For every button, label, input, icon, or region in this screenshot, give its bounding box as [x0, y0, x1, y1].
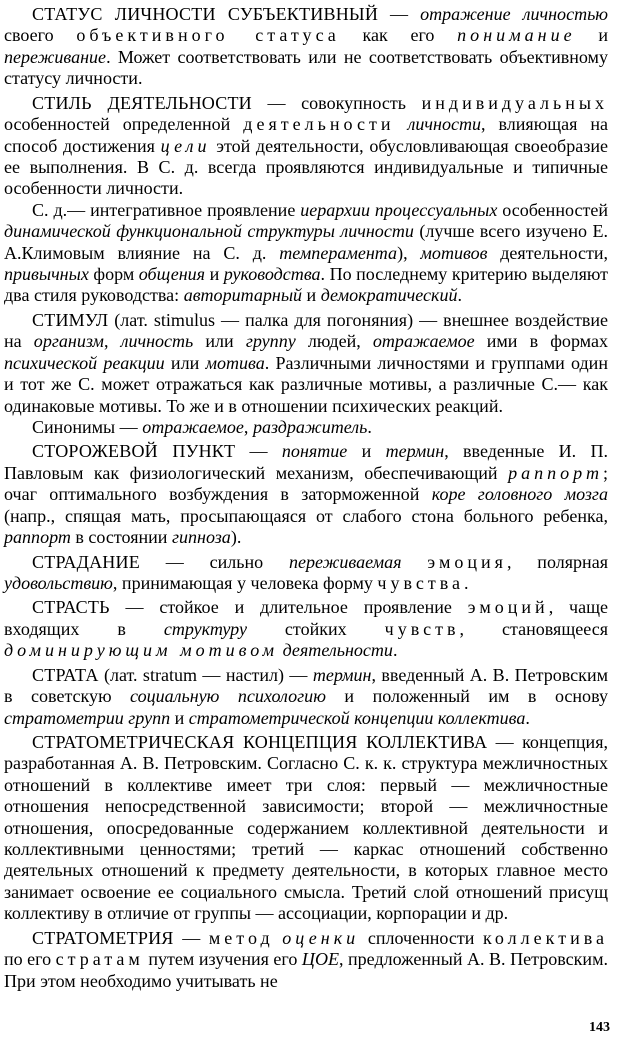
dictionary-entry: [4, 665, 608, 729]
text-run: . Различными личностями и группами один и тот же С. может отражаться как различные мотивы, а различные С.— как одинаковые мотивы. То же и в отношении психических реакций.: [4, 352, 608, 416]
entry-paragraph: [4, 310, 608, 417]
text-run: в состоянии: [70, 527, 172, 548]
dictionary-entry: [4, 310, 608, 439]
italic-term: демократический: [320, 285, 458, 306]
spaced-term: метод: [208, 927, 274, 948]
italic-term: авторитарный: [183, 285, 303, 306]
text-run: С. д.— интегративное проявление: [32, 199, 301, 220]
text-run: . По последнему критерию выделяют два стиля руководства:: [4, 264, 608, 306]
text-run: Синонимы —: [32, 417, 143, 438]
italic-term: иерархии процессуальных: [300, 199, 498, 220]
italic-term: динамической функциональной структуры личности: [4, 221, 414, 242]
text-run: или: [164, 352, 206, 373]
entry-paragraph: [4, 93, 608, 200]
entry-headword: СТРАТА: [32, 664, 99, 685]
text-run: . Может соответствовать или не соответствовать объективному статусу личности.: [4, 46, 608, 89]
text-run: сплоченности: [359, 927, 484, 948]
text-run: своего: [4, 25, 77, 46]
text-run: , введенные И. П. Павловым как физиологический механизм, обеспечивающий: [4, 441, 608, 483]
italic-term: переживание: [4, 46, 107, 67]
spaced-term: эмоция: [427, 551, 507, 572]
text-run: путем изучения его: [143, 949, 302, 970]
spaced-italic-term: цели: [160, 135, 211, 156]
italic-term: стратометрии групп: [4, 707, 171, 728]
italic-term: понятие: [281, 441, 348, 462]
italic-term: гипноза: [171, 527, 231, 548]
text-run: и: [575, 25, 608, 46]
text-run: (напр., спящая мать, просыпающаяся от слабого стона больного ребенка,: [4, 505, 608, 526]
text-run: и: [170, 707, 189, 728]
spaced-italic-term: понимание: [457, 25, 576, 46]
text-run: и: [302, 285, 321, 306]
spaced-term: индивидуальных: [421, 92, 608, 113]
entry-headword: СТРАТОМЕТРИЧЕСКАЯ КОНЦЕПЦИЯ КОЛЛЕКТИВА: [32, 731, 488, 752]
text-run: (лат. stratum — настил) —: [98, 664, 313, 685]
text-run: — стойкое и длительное проявление: [109, 597, 468, 618]
italic-term: организм: [33, 331, 104, 352]
text-run: —: [378, 4, 421, 24]
text-run: , полярная: [506, 551, 608, 572]
dictionary-entry: [4, 93, 608, 307]
dictionary-entry: [4, 928, 608, 992]
text-run: — концепция, разработанная А. В. Петровским. Согласно С. к. к. структура межличностных отношений в коллективе имеет три слоя: первый — межличностные отношения непосредственной зависимости; второй — межличностные отношения, опосредованные содержанием коллективной деятельности и коллективными ценностями; третий — каркас отношений собственно деятельных отношений к предмету деятельности, в которых главное место занимает освоение ее социального смысла. Третий слой отношений присущ коллективу в отличие от группы — ассоциации, корпорации и др.: [4, 731, 608, 924]
spaced-term: стратам: [55, 949, 144, 970]
entry-headword: СТРАТОМЕТРИЯ: [32, 927, 174, 948]
entry-headword: СТИЛЬ ДЕЯТЕЛЬНОСТИ: [32, 92, 252, 113]
dictionary-entry: [4, 732, 608, 925]
text-run: по его: [4, 949, 56, 970]
text-run: —: [235, 441, 282, 462]
text-run: форм: [88, 264, 139, 285]
text-run: — совокупность: [251, 92, 422, 113]
entries-column: [4, 4, 608, 992]
text-run: и положенный им в основу: [325, 686, 608, 707]
text-run: , становящееся: [459, 618, 608, 639]
italic-term: мотивов: [420, 242, 488, 263]
text-run: , принимающая у человека форму: [112, 572, 378, 593]
entry-headword: СТОРОЖЕВОЙ ПУНКТ: [32, 441, 236, 462]
entry-paragraph: [4, 417, 608, 438]
text-run: и: [205, 264, 224, 285]
italic-term: раппорт: [4, 527, 71, 548]
text-run: ,: [103, 331, 121, 352]
italic-term: деятельности: [282, 640, 393, 661]
italic-term: термин: [312, 664, 372, 685]
text-run: , чаще входящих в: [4, 597, 608, 639]
spaced-term: коллектива: [483, 927, 608, 948]
text-run: , предложенный А. В. Петровским. При этом необходимо учитывать не: [4, 949, 608, 991]
text-run: .: [457, 285, 462, 306]
text-run: ; очаг оптимального возбуждения в заторможенной: [4, 462, 608, 505]
italic-term: ЦОЕ: [301, 949, 339, 970]
italic-term: раздражитель: [252, 417, 368, 438]
spaced-italic-term: оценки: [282, 927, 360, 948]
entry-paragraph: [4, 4, 608, 90]
text-run: деятельности,: [487, 242, 608, 263]
entry-paragraph: [4, 597, 608, 661]
dictionary-entry: [4, 441, 608, 548]
text-run: стойких: [246, 618, 385, 639]
text-run: .: [525, 707, 530, 728]
text-run: и: [347, 441, 386, 462]
text-run: этой деятельности, обусловливающая своеобразие ее выполнения. В С. д. всегда проявляются индивидуальные и типичные особенности личности.: [4, 135, 608, 199]
italic-term: руководства: [223, 264, 321, 285]
entry-headword: СТРАДАНИЕ: [32, 551, 140, 572]
text-run: как его: [339, 25, 458, 46]
page-number: 143: [589, 1019, 610, 1035]
spaced-term: объективного статуса: [76, 25, 340, 46]
text-run: .: [392, 640, 398, 661]
italic-term: привычных: [4, 264, 89, 285]
text-run: (лучше всего изучено Е. А.Климовым влияние на С. д.: [4, 221, 608, 263]
entry-headword: СТРАСТЬ: [32, 597, 110, 618]
spaced-italic-term: раппорт: [508, 462, 603, 483]
text-run: — сильно: [139, 551, 289, 572]
italic-term: термин: [385, 441, 445, 462]
dictionary-entry: [4, 552, 608, 595]
text-run: людей,: [295, 331, 373, 352]
spaced-term: чувств: [384, 618, 460, 639]
italic-term: отражаемое: [372, 331, 475, 352]
entry-paragraph: [4, 665, 608, 729]
text-run: ).: [230, 527, 242, 548]
text-run: ),: [397, 242, 421, 263]
italic-term: группу: [245, 331, 296, 352]
spaced-term: деятельности: [243, 114, 395, 135]
text-run: особенностей определенной: [4, 114, 244, 135]
text-run: [402, 552, 428, 572]
text-run: , введенный А. В. Петровским в советскую: [4, 664, 608, 707]
text-run: ими в формах: [474, 331, 608, 352]
italic-term: психической реакции: [4, 352, 165, 373]
text-run: , влияющая на способ достижения: [4, 114, 609, 156]
text-run: ,: [243, 417, 253, 438]
entry-paragraph: [4, 200, 608, 307]
italic-term: структуру: [163, 618, 247, 639]
text-run: —: [173, 927, 209, 948]
italic-term: темперамента: [279, 242, 398, 263]
text-run: [395, 114, 408, 134]
spaced-italic-term: доминирующим мотивом: [4, 640, 279, 661]
text-run: или: [193, 331, 246, 352]
dictionary-entry: [4, 4, 608, 90]
entry-paragraph: [4, 552, 608, 595]
italic-term: отражаемое: [142, 417, 244, 438]
text-run: .: [367, 417, 372, 438]
spaced-term: чувства: [377, 572, 465, 593]
entry-headword: СТАТУС ЛИЧНОСТИ СУБЪЕКТИВНЫЙ: [32, 4, 379, 24]
italic-term: мотива: [205, 352, 265, 373]
entry-paragraph: [4, 732, 608, 925]
entry-headword: СТИМУЛ: [32, 309, 109, 330]
text-run: (лат. stimulus — палка для погоняния) — внешнее воздействие на: [4, 309, 608, 352]
entry-paragraph: [4, 928, 608, 992]
spaced-term: эмоций: [467, 597, 549, 618]
italic-term: переживаемая: [288, 551, 402, 572]
dictionary-entry: [4, 597, 608, 661]
italic-term: отражение личностью: [420, 4, 609, 24]
text-run: особенностей: [497, 199, 608, 220]
text-run: [274, 928, 283, 948]
italic-term: личности: [407, 114, 482, 135]
text-run: .: [464, 572, 469, 593]
italic-term: социальную психологию: [130, 686, 326, 707]
italic-term: личность: [120, 331, 194, 352]
entry-paragraph: [4, 441, 608, 548]
italic-term: общения: [138, 264, 206, 285]
italic-term: коре головного мозга: [431, 484, 608, 505]
italic-term: стратометрической концепции коллектива: [188, 707, 526, 728]
italic-term: удовольствию: [4, 572, 113, 593]
